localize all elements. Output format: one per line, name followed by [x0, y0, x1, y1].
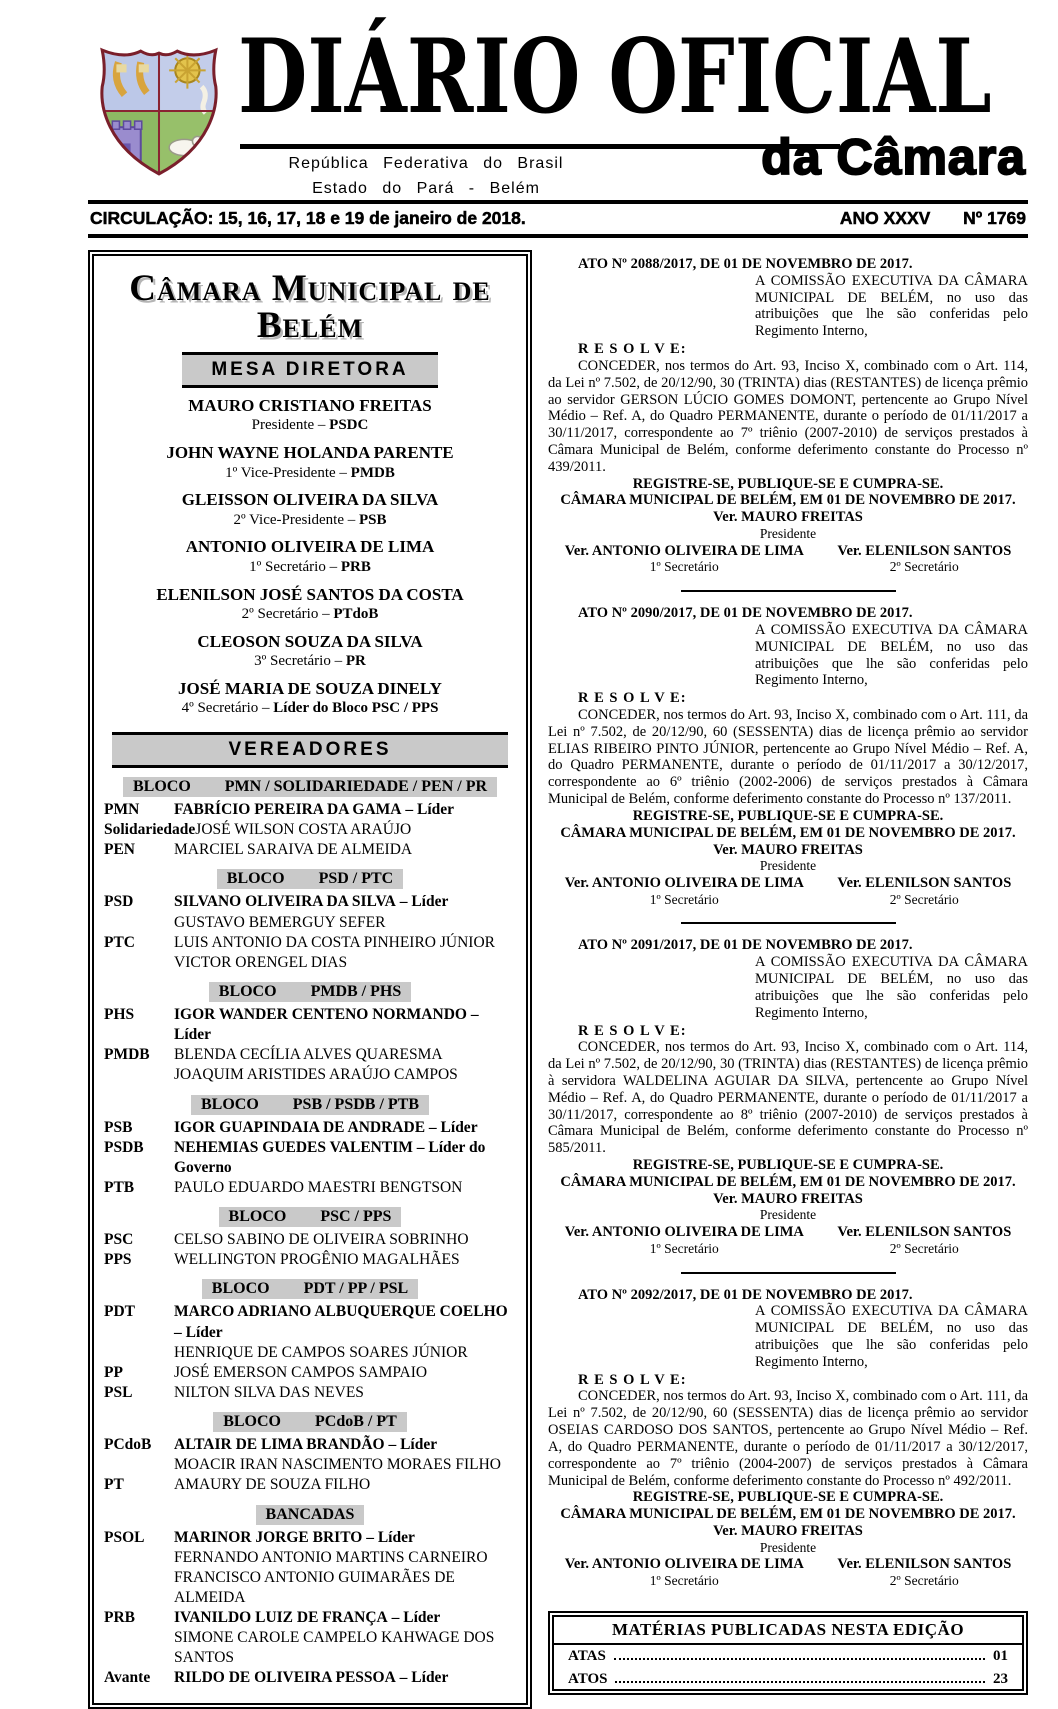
bloco-group — [104, 869, 516, 973]
vereador-row — [104, 1475, 516, 1495]
vereador-name: GUSTAVO BEMERGUY SEFER — [174, 913, 386, 931]
register-line: REGISTRE-SE, PUBLIQUE-SE E CUMPRA-SE. — [632, 807, 944, 824]
vereador-name: BLENDA CECÍLIA ALVES QUARESMA — [174, 1046, 443, 1064]
republic-line: República Federativa do Brasil — [288, 155, 564, 172]
bloco-rows — [104, 1118, 516, 1199]
bloco-parties: PMDB / PHS — [310, 982, 402, 1000]
state-line: Estado do Pará - Belém — [312, 179, 540, 197]
edition-info — [840, 208, 1026, 229]
bloco-label: BLOCO — [200, 1095, 259, 1113]
vereador-name-line — [174, 1118, 516, 1138]
ato-body: CONCEDER, nos termos do Art. 93, Inciso X, combinado com o Art. 111, da Lei nº 7.502, de 20/12/90, 60 (SESSENTA) dias de licença prêmio ao servidor OSEIAS CARDOSO DOS SANTOS, pertencente ao Grupo Nível Médio – Ref. A, do Quadro PERMANENTE, durante o período de 01/11/2017 a 30/12/2017, correspondente ao 7º triênio (2004-2007) de serviços prestados à Câmara Municipal de Belém, conforme deferimento constante do Processo nº 492/2011. — [548, 1388, 1028, 1489]
secretary-1-signature — [565, 1224, 804, 1256]
party-label: PSOL — [104, 1528, 145, 1546]
party-label: PP — [104, 1363, 123, 1381]
mesa-member — [104, 585, 516, 624]
vereador-row — [104, 1608, 516, 1628]
vereador-name-line — [174, 1005, 516, 1045]
ato-body: CONCEDER, nos termos do Art. 93, Inciso X, combinado com o Art. 114, da Lei nº 7.502, de 20/12/90, 30 (TRINTA) dias (RESTANTES) de licença prêmio à servidora WALDELINA AGUIAR DA SILVA, pertencente ao Grupo Nível Médio – Ref. A, do Quadro PERMANENTE, durante o período de 01/11/2017 a 30/11/2017, correspondente ao 8º triênio (2007-2010) de serviços prestados à Câmara Municipal de Belém, conforme deferimento constante do Processo nº 585/2011. — [548, 1039, 1028, 1157]
leader-tag: – Líder — [366, 1528, 415, 1546]
mesa-member-party: PSB — [359, 511, 387, 528]
president-name: Ver. MAURO FREITAS — [713, 1522, 863, 1539]
chamber-panel — [88, 250, 532, 1709]
bloco-label: BLOCO — [211, 1280, 270, 1298]
materias-box — [548, 1611, 1028, 1695]
president-role: Presidente — [759, 1539, 817, 1555]
mesa-member — [104, 679, 516, 718]
bloco-rows — [104, 1005, 516, 1086]
president-name: Ver. MAURO FREITAS — [713, 841, 863, 858]
vereador-row — [104, 1435, 516, 1455]
party-label — [104, 913, 174, 933]
belem-coat-of-arms-icon — [88, 42, 230, 184]
secretary-1-role: 1º Secretário — [649, 891, 719, 907]
ato-preamble: A COMISSÃO EXECUTIVA DA CÂMARA MUNICIPAL DE BELÉM, no uso das atribuições que lhe são conferidas pelo Regimento Interno, — [755, 1303, 1028, 1370]
secretary-2-role: 2º Secretário — [889, 1573, 959, 1589]
leader-tag: – Líder — [391, 1609, 441, 1627]
ato-title: ATO Nº 2088/2017, DE 01 DE NOVEMBRO DE 2017. — [578, 256, 913, 272]
mesa-member-role: 1º Vice-Presidente – PMDB — [225, 464, 395, 481]
circulation-bar — [88, 204, 1028, 234]
secretary-2-signature — [837, 1224, 1011, 1256]
secretary-1-name: Ver. ANTONIO OLIVEIRA DE LIMA — [564, 542, 804, 559]
party-label: PSDB — [104, 1138, 144, 1156]
materias-label: ATAS — [568, 1648, 606, 1665]
vereador-row — [104, 1178, 516, 1198]
vereador-name: NILTON SILVA DAS NEVES — [174, 1383, 364, 1401]
bloco-heading — [104, 1207, 516, 1227]
bloco-heading — [104, 1095, 516, 1115]
mesa-member-party: PRB — [340, 558, 371, 575]
secretary-1-role: 1º Secretário — [649, 559, 719, 575]
vereador-row — [104, 933, 516, 953]
bloco-parties: PSB / PSDB / PTB — [292, 1095, 420, 1113]
secretary-2-name: Ver. ELENILSON SANTOS — [837, 1556, 1012, 1573]
masthead — [88, 16, 1028, 200]
dot-leader — [614, 1648, 985, 1661]
vereador-name: AMAURY DE SOUZA FILHO — [174, 1476, 371, 1494]
resolve-label: R E S O L V E: — [578, 1371, 687, 1388]
bloco-label: BLOCO — [223, 1413, 281, 1431]
vereador-name-line — [174, 1363, 516, 1383]
party-label: PRB — [104, 1609, 135, 1627]
mesa-member-role: 4º Secretário – Líder do Bloco PSC / PPS — [181, 700, 439, 717]
vereador-row — [104, 1628, 516, 1668]
title-underline — [240, 144, 840, 149]
edition-number: Nº 1769 — [963, 208, 1026, 228]
vereador-row — [104, 1138, 516, 1178]
party-label: PSB — [104, 1118, 133, 1136]
president-name: Ver. MAURO FREITAS — [713, 509, 863, 526]
vereador-name: CELSO SABINO DE OLIVEIRA SOBRINHO — [174, 1231, 469, 1249]
mesa-member-party: PTdoB — [333, 605, 379, 622]
mesa-member-party: PSDC — [329, 417, 369, 434]
mesa-member — [104, 396, 516, 435]
bloco-rows — [104, 800, 516, 860]
acts-column — [548, 250, 1028, 1709]
ato-section — [548, 256, 1028, 592]
vereador-name: FRANCISCO ANTONIO GUIMARÃES DE ALMEIDA — [174, 1568, 455, 1606]
bloco-group — [104, 1505, 516, 1689]
register-line: REGISTRE-SE, PUBLIQUE-SE E CUMPRA-SE. — [632, 475, 944, 492]
materias-label: ATOS — [568, 1670, 608, 1687]
vereador-name-line — [174, 1608, 516, 1628]
vereador-name-line — [174, 1230, 516, 1250]
party-label: PSD — [104, 893, 134, 911]
vereador-name: JOAQUIM ARISTIDES ARAÚJO CAMPOS — [174, 1066, 458, 1084]
party-label — [104, 1343, 174, 1363]
mesa-member-role: 2º Vice-Presidente – PSB — [233, 511, 387, 528]
secretary-2-name: Ver. ELENILSON SANTOS — [837, 874, 1012, 891]
mesa-member-name: MAURO CRISTIANO FREITAS — [188, 396, 432, 415]
vereador-name-line — [174, 1343, 516, 1363]
vereador-row — [104, 1065, 516, 1085]
signatures-row — [548, 543, 1028, 575]
president-role: Presidente — [759, 1207, 817, 1223]
vereador-name: WELLINGTON PROGÊNIO MAGALHÃES — [174, 1251, 460, 1269]
vereador-name-line — [174, 1250, 516, 1270]
ato-body: CONCEDER, nos termos do Art. 93, Inciso X, combinado com o Art. 111, da Lei nº 7.502, de 20/12/90, 60 (SESSENTA) dias de licença prêmio ao servidor ELIAS RIBEIRO PINTO JÚNIOR, pertencente ao Grupo Nível Médio – Ref. A, do Quadro PERMANENTE, durante o período de 01/11/2017 a 30/12/2017, correspondente ao 6º triênio (2002-2006) de serviços prestados à Câmara Municipal de Belém, conforme deferimento constante do Processo nº 137/2011. — [548, 707, 1028, 808]
ato-body: CONCEDER, nos termos do Art. 93, Inciso X, combinado com o Art. 114, da Lei nº 7.502, de 20/12/90, 30 (TRINTA) dias (RESTANTES) de licença prêmio ao servidor GERSON LÚCIO GOMES DOMONT, pertencente ao Grupo Nível Médio – Ref. A, do Quadro PERMANENTE, durante o período de 01/11/2017 a 30/11/2017, correspondente ao 7º triênio (2007-2010) de serviços prestados à Câmara Municipal de Belém, conforme deferimento constante do Processo nº 439/2011. — [548, 357, 1028, 475]
section-divider — [681, 1272, 896, 1274]
bloco-group — [104, 1412, 516, 1495]
vereador-name-line — [174, 1138, 516, 1178]
secretary-2-name: Ver. ELENILSON SANTOS — [837, 542, 1012, 559]
secretary-1-name: Ver. ANTONIO OLIVEIRA DE LIMA — [564, 874, 804, 891]
mesa-member-name: JOHN WAYNE HOLANDA PARENTE — [166, 443, 454, 463]
bloco-rows — [104, 1435, 516, 1495]
vereador-name-line — [174, 1045, 516, 1065]
party-label: PMDB — [104, 1046, 150, 1064]
vereador-row — [104, 913, 516, 933]
secretary-1-signature — [565, 543, 804, 575]
secretary-2-signature — [837, 1556, 1011, 1588]
party-label — [104, 1568, 174, 1608]
party-label: PPS — [104, 1251, 132, 1269]
vereador-name: JOSÉ EMERSON CAMPOS SAMPAIO — [174, 1363, 428, 1381]
party-label: Solidariedade — [104, 821, 196, 839]
mesa-member — [104, 490, 516, 529]
secretary-1-signature — [565, 1556, 804, 1588]
materias-heading: MATÉRIAS PUBLICADAS NESTA EDIÇÃO — [554, 1617, 1022, 1645]
edition-year: ANO XXXV — [839, 208, 931, 228]
vereador-row — [104, 1383, 516, 1403]
vereador-name-line — [174, 1548, 516, 1568]
horizontal-rule-bottom — [88, 234, 1028, 238]
vereador-row — [104, 1568, 516, 1608]
party-label: PEN — [104, 841, 135, 859]
vereador-name-line — [174, 1302, 516, 1342]
party-label: PHS — [104, 1005, 135, 1023]
masthead-subtitle — [256, 152, 596, 202]
vereador-row — [104, 953, 516, 973]
bloco-heading — [104, 982, 516, 1002]
vereador-row — [104, 820, 516, 840]
vereador-row — [104, 1363, 516, 1383]
secretary-1-role: 1º Secretário — [649, 1573, 719, 1589]
bloco-heading — [104, 1279, 516, 1299]
vereador-name: NEHEMIAS GUEDES VALENTIM — [174, 1138, 413, 1156]
bloco-group — [104, 982, 516, 1086]
leader-tag: – Líder — [388, 1436, 438, 1454]
gazette-subtitle: da Câmara — [761, 129, 1026, 185]
place-line: CÂMARA MUNICIPAL DE BELÉM, EM 01 DE NOVEMBRO DE 2017. — [560, 492, 1016, 509]
mesa-member-party: PR — [345, 653, 366, 670]
materias-page-number: 01 — [993, 1648, 1008, 1665]
party-label: Avante — [104, 1669, 151, 1687]
mesa-member-role: 2º Secretário – PTdoB — [241, 605, 379, 622]
party-label: PT — [104, 1476, 124, 1494]
party-label — [104, 1455, 174, 1475]
page-body — [88, 250, 1028, 1709]
bloco-parties: PDT / PP / PSL — [303, 1280, 409, 1298]
party-label — [104, 953, 174, 973]
vereador-row — [104, 800, 516, 820]
vereador-name: JOSÉ WILSON COSTA ARAÚJO — [195, 821, 412, 839]
mesa-members-list — [104, 396, 516, 718]
vereador-row — [104, 840, 516, 860]
vereador-name: HENRIQUE DE CAMPOS SOARES JÚNIOR — [174, 1343, 468, 1361]
vereador-row — [104, 1250, 516, 1270]
vereador-name-line — [174, 1065, 516, 1085]
leader-tag: – Líder — [428, 1118, 478, 1136]
vereador-name: SILVANO OLIVEIRA DA SILVA — [174, 893, 396, 911]
vereador-row — [104, 1528, 516, 1548]
vereador-row — [104, 892, 516, 912]
vereadores-list — [104, 777, 516, 1689]
vereador-name-line — [174, 1528, 516, 1548]
bloco-heading — [104, 1412, 516, 1432]
ato-section — [548, 937, 1028, 1273]
vereador-name-line — [174, 1383, 516, 1403]
signatures-row — [548, 1556, 1028, 1588]
vereador-row — [104, 1118, 516, 1138]
vereador-name-line — [174, 953, 516, 973]
vereador-name: MOACIR IRAN NASCIMENTO MORAES FILHO — [174, 1456, 501, 1474]
ato-section — [548, 605, 1028, 924]
section-divider — [681, 590, 896, 592]
party-label: PTC — [104, 933, 135, 951]
mesa-member-name: ELENILSON JOSÉ SANTOS DA COSTA — [156, 584, 464, 604]
mesa-member-role: Presidente – PSDC — [251, 417, 369, 434]
president-name: Ver. MAURO FREITAS — [713, 1190, 863, 1207]
bloco-parties: PSC / PPS — [320, 1208, 392, 1226]
vereador-name: RILDO DE OLIVEIRA PESSOA — [174, 1669, 396, 1687]
vereador-name: MARCIEL SARAIVA DE ALMEIDA — [174, 841, 413, 859]
secretary-2-name: Ver. ELENILSON SANTOS — [837, 1224, 1012, 1241]
vereador-row — [104, 1343, 516, 1363]
vereador-row — [104, 1045, 516, 1065]
vereador-name-line — [174, 1628, 516, 1668]
bloco-label: BLOCO — [218, 982, 277, 1000]
party-label: PDT — [104, 1303, 135, 1321]
gazette-title: DIÁRIO OFICIAL — [238, 16, 992, 137]
bloco-label: BANCADAS — [265, 1505, 355, 1523]
bloco-group — [104, 1279, 516, 1403]
materias-rows — [554, 1645, 1022, 1689]
panel-title: Câmara Municipal de Belém — [129, 268, 491, 346]
party-label — [104, 1548, 174, 1568]
leader-tag: – Líder — [399, 1669, 449, 1687]
ato-title: ATO Nº 2092/2017, DE 01 DE NOVEMBRO DE 2017. — [578, 1286, 913, 1303]
signatures-row — [548, 1224, 1028, 1256]
vereador-name-line — [174, 1178, 516, 1198]
place-line: CÂMARA MUNICIPAL DE BELÉM, EM 01 DE NOVEMBRO DE 2017. — [560, 1506, 1016, 1523]
secretary-1-signature — [565, 875, 804, 907]
vereador-name-line — [174, 913, 516, 933]
vereador-name: SIMONE CAROLE CAMPELO KAHWAGE DOS SANTOS — [174, 1629, 495, 1667]
secretary-2-signature — [837, 875, 1011, 907]
resolve-label: R E S O L V E: — [578, 690, 687, 707]
vereador-name: VICTOR ORENGEL DIAS — [174, 953, 348, 971]
vereador-name: MARCO ADRIANO ALBUQUERQUE COELHO — [174, 1303, 508, 1321]
materias-row — [554, 1667, 1022, 1689]
bloco-label: BLOCO — [132, 777, 191, 795]
leader-tag: – Líder do Governo — [174, 1138, 486, 1176]
secretary-2-role: 2º Secretário — [889, 891, 959, 907]
bloco-rows — [104, 1528, 516, 1689]
mesa-member-name: JOSÉ MARIA DE SOUZA DINELY — [178, 678, 442, 698]
vereador-row — [104, 1668, 516, 1688]
vereador-row — [104, 1302, 516, 1342]
secretary-2-role: 2º Secretário — [889, 559, 959, 575]
bloco-label: BLOCO — [228, 1208, 287, 1226]
bloco-group — [104, 1207, 516, 1270]
mesa-member-role: 1º Secretário – PRB — [249, 558, 371, 575]
vereador-name-line — [174, 1455, 516, 1475]
bloco-heading — [104, 869, 516, 889]
ato-section — [548, 1287, 1028, 1589]
resolve-label: R E S O L V E: — [578, 1022, 687, 1039]
ato-preamble: A COMISSÃO EXECUTIVA DA CÂMARA MUNICIPAL DE BELÉM, no uso das atribuições que lhe são conferidas pelo Regimento Interno, — [755, 621, 1028, 689]
vereador-name-line — [174, 800, 516, 820]
register-line: REGISTRE-SE, PUBLIQUE-SE E CUMPRA-SE. — [632, 1157, 944, 1173]
vereador-row — [104, 1005, 516, 1045]
bloco-parties: PSD / PTC — [318, 870, 394, 888]
bloco-heading — [104, 777, 516, 797]
bloco-heading — [104, 1505, 516, 1525]
vereador-name: IGOR GUAPINDAIA DE ANDRADE — [174, 1118, 426, 1136]
vereador-row — [104, 1548, 516, 1568]
place-line: CÂMARA MUNICIPAL DE BELÉM, EM 01 DE NOVEMBRO DE 2017. — [560, 824, 1016, 841]
vereador-name-line — [174, 1475, 516, 1495]
vereador-name: FERNANDO ANTONIO MARTINS CARNEIRO — [174, 1548, 488, 1566]
materias-row — [554, 1645, 1022, 1667]
party-label: PMN — [104, 800, 140, 818]
mesa-member-name: GLEISSON OLIVEIRA DA SILVA — [181, 490, 439, 510]
mesa-member-party: PMDB — [350, 464, 395, 481]
secretary-1-role: 1º Secretário — [649, 1240, 719, 1256]
bloco-rows — [104, 1302, 516, 1403]
vereador-row — [104, 1230, 516, 1250]
signatures-row — [548, 875, 1028, 907]
ato-preamble: A COMISSÃO EXECUTIVA DA CÂMARA MUNICIPAL DE BELÉM, no uso das atribuições que lhe são conferidas pelo Regimento Interno, — [755, 272, 1028, 340]
president-role: Presidente — [759, 526, 817, 541]
vereador-name-line — [174, 933, 516, 953]
vereador-name-line — [174, 892, 516, 912]
party-label: PSC — [104, 1231, 134, 1249]
leader-tag: – Líder — [174, 1005, 479, 1044]
circulation-line: CIRCULAÇÃO: 15, 16, 17, 18 e 19 de janeiro de 2018. — [90, 208, 526, 228]
secretary-2-signature — [837, 543, 1011, 575]
ato-preamble: A COMISSÃO EXECUTIVA DA CÂMARA MUNICIPAL DE BELÉM, no uso das atribuições que lhe são conferidas pelo Regimento Interno, — [755, 954, 1028, 1021]
vereador-name-line — [174, 1568, 516, 1608]
ato-title: ATO Nº 2091/2017, DE 01 DE NOVEMBRO DE 2017. — [578, 937, 913, 954]
vereador-name: IVANILDO LUIZ DE FRANÇA — [174, 1609, 388, 1627]
mesa-member — [104, 443, 516, 482]
vereador-name-line — [174, 1435, 516, 1455]
vereador-name-line — [174, 1668, 516, 1688]
secretary-1-name: Ver. ANTONIO OLIVEIRA DE LIMA — [564, 1556, 804, 1573]
section-divider — [681, 922, 896, 924]
president-role: Presidente — [759, 858, 817, 874]
resolve-label: R E S O L V E: — [578, 341, 687, 358]
bloco-rows — [104, 892, 516, 973]
party-label — [104, 1628, 174, 1668]
vereador-name: LUIS ANTONIO DA COSTA PINHEIRO JÚNIOR — [174, 933, 495, 951]
vereador-name: FABRÍCIO PEREIRA DA GAMA — [174, 800, 402, 818]
mesa-member-role: 3º Secretário – PR — [254, 653, 366, 670]
place-line: CÂMARA MUNICIPAL DE BELÉM, EM 01 DE NOVEMBRO DE 2017. — [560, 1173, 1016, 1190]
leader-tag: – Líder — [405, 800, 455, 818]
materias-page-number: 23 — [993, 1670, 1008, 1687]
dot-leader — [615, 1670, 985, 1683]
vereador-name: ALTAIR DE LIMA BRANDÃO — [174, 1436, 385, 1454]
mesa-member-party: Líder do Bloco PSC / PPS — [273, 700, 439, 717]
ato-title: ATO Nº 2090/2017, DE 01 DE NOVEMBRO DE 2017. — [578, 605, 913, 622]
party-label — [104, 1065, 174, 1085]
vereadores-header: VEREADORES — [112, 732, 508, 768]
bloco-parties: PCdoB / PT — [315, 1413, 397, 1431]
vereador-name-line — [174, 840, 516, 860]
mesa-diretora-header: MESA DIRETORA — [182, 352, 437, 388]
bloco-rows — [104, 1230, 516, 1270]
bloco-group — [104, 1095, 516, 1199]
vereador-name-line — [195, 820, 516, 840]
party-label: PSL — [104, 1383, 133, 1401]
vereador-name: PAULO EDUARDO MAESTRI BENGTSON — [174, 1178, 463, 1196]
mesa-member-name: CLEOSON SOUZA DA SILVA — [197, 631, 423, 651]
vereador-name: MARINOR JORGE BRITO — [174, 1528, 363, 1546]
party-label: PTB — [104, 1178, 135, 1196]
party-label: PCdoB — [104, 1436, 152, 1454]
leader-tag: – Líder — [399, 893, 449, 911]
bloco-parties: PMN / SOLIDARIEDADE / PEN / PR — [224, 777, 488, 795]
vereador-row — [104, 1455, 516, 1475]
bloco-label: BLOCO — [226, 870, 285, 888]
vereador-name: IGOR WANDER CENTENO NORMANDO — [174, 1005, 467, 1023]
mesa-member — [104, 537, 516, 576]
secretary-2-role: 2º Secretário — [889, 1240, 959, 1256]
secretary-1-name: Ver. ANTONIO OLIVEIRA DE LIMA — [564, 1224, 804, 1241]
bloco-group — [104, 777, 516, 860]
register-line: REGISTRE-SE, PUBLIQUE-SE E CUMPRA-SE. — [632, 1489, 944, 1506]
acts-list — [548, 256, 1028, 1589]
leader-tag: – Líder — [174, 1323, 223, 1341]
mesa-member-name: ANTONIO OLIVEIRA DE LIMA — [185, 537, 435, 557]
mesa-member — [104, 632, 516, 671]
